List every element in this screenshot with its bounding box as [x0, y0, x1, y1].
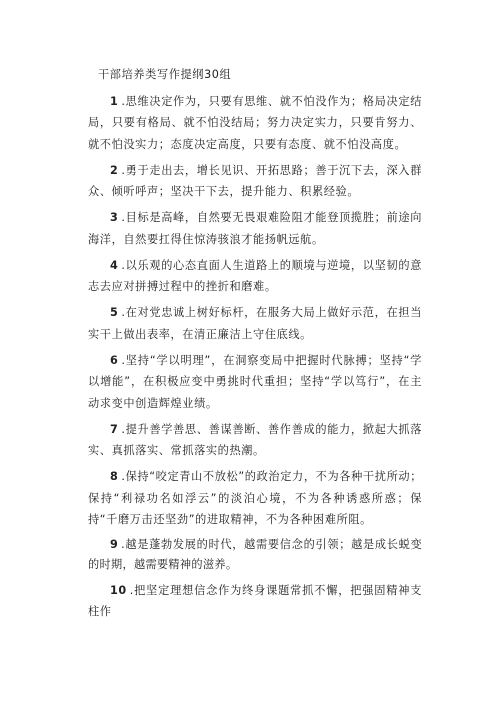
item-text: .提升善学善思、善谋善断、善作善成的能力，掀起大抓落实、真抓落实、常抓落实的热潮。 [88, 422, 422, 457]
list-item [88, 255, 422, 298]
item-number: 4 [110, 258, 119, 272]
list-item [88, 160, 422, 203]
list-item [88, 302, 422, 345]
item-number: 9 [110, 538, 119, 551]
item-text: .保持“咬定青山不放松”的政治定力，不为各种干扰所动；保持“利禄功名如浮云”的淡泊心境，不为各种诱惑所惑；保持“千磨万击还坚劲”的进取精神，不为各种困难所阻。 [88, 470, 422, 526]
item-number: 10 [110, 583, 127, 597]
item-text: .勇于走出去，增长见识、开拓思路；善于沉下去，深入群众、倾听呼声；坚决干下去，提升能力、积累经验。 [88, 163, 422, 198]
list-item [88, 207, 422, 250]
item-number: 8 [110, 470, 119, 483]
document-body [88, 64, 422, 627]
item-text: .思维决定作为，只要有思维、就不怕没作为；格局决定结局，只要有格局、就不怕没结局；努力决定实力，只要肯努力、就不怕没实力；态度决定高度，只要有态度、就不怕没高度。 [88, 94, 422, 151]
item-text: .越是蓬勃发展的时代，越需要信念的引领；越是成长蜕变的时期，越需要精神的滋养。 [88, 538, 422, 571]
item-text: .坚持“学以明理”，在洞察变局中把握时代脉搏；坚持“学以增能”，在积极应变中勇挑时代重担；坚持“学以笃行”，在主动求变中创造辉煌业绩。 [88, 353, 422, 410]
item-number: 3 [110, 211, 119, 224]
item-number: 5 [110, 306, 119, 319]
item-number: 7 [110, 422, 119, 436]
item-number: 1 [110, 94, 119, 108]
item-number: 2 [110, 163, 119, 177]
item-text: .把坚定理想信念作为终身课题常抓不懈，把强固精神支柱作 [88, 583, 422, 618]
item-text: .目标是高峰，自然要无畏艰难险阻才能登顶揽胜；前途向海洋，自然要扛得住惊涛骇浪才能扬帆远航。 [88, 211, 422, 246]
list-item [88, 350, 422, 415]
item-text: .以乐观的心态直面人生道路上的顺境与逆境，以坚韧的意志去应对拼搏过程中的挫折和磨难。 [88, 258, 422, 293]
list-item [88, 466, 422, 531]
item-text: .在对党忠诚上树好标杆，在服务大局上做好示范，在担当实干上做出表率，在清正廉洁上守住底线。 [88, 306, 422, 341]
list-item [88, 91, 422, 156]
item-number: 6 [110, 353, 119, 367]
list-item [88, 419, 422, 462]
list-item [88, 535, 422, 575]
list-item [88, 580, 422, 623]
document-title: 干部培养类写作提纲30组 [98, 68, 232, 81]
